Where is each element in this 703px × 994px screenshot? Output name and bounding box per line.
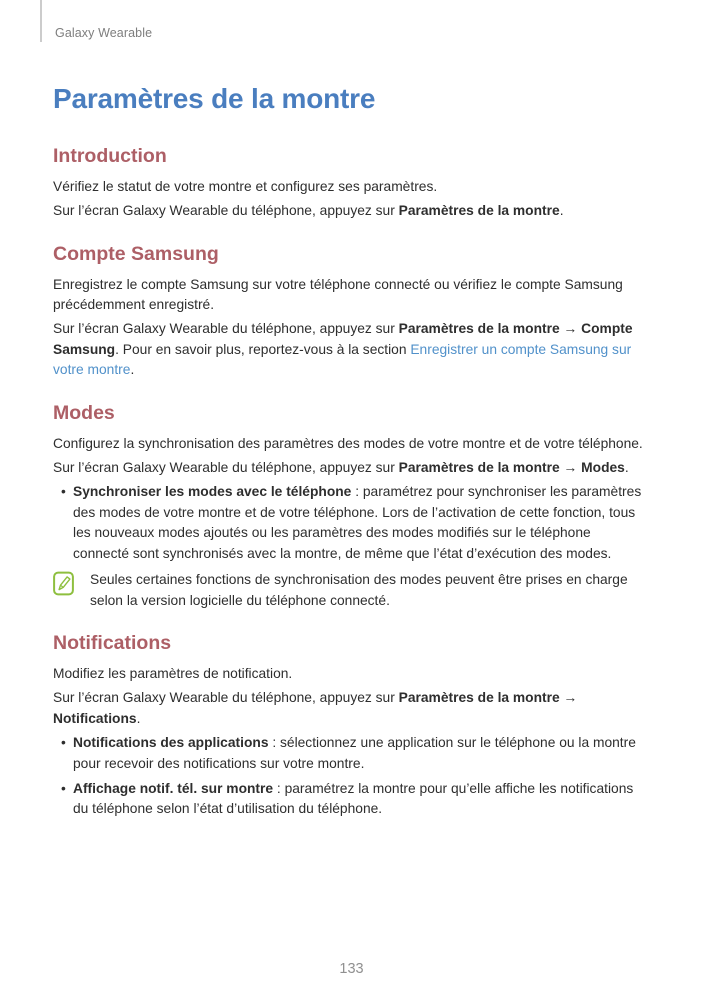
text-segment: Sur l’écran Galaxy Wearable du téléphone, appuyez sur <box>53 321 399 336</box>
text-segment: → <box>559 459 582 475</box>
section-notifications <box>53 631 650 820</box>
text-segment: . Pour en savoir plus, reportez-vous à la section <box>115 341 411 357</box>
paragraph <box>53 177 650 198</box>
section-heading-modes: Modes <box>53 401 115 424</box>
note-box <box>53 570 650 611</box>
text-segment: Seules certaines fonctions de synchronisation des modes peuvent être prises en charge selon la version logicielle du téléphone connecté. <box>90 572 628 608</box>
text-segment: : paramétrez la montre pour qu’elle affiche les notifications du téléphone selon l’état d’utilisation du téléphone. <box>73 780 634 816</box>
text-segment: Modes <box>581 459 625 475</box>
paragraph <box>53 319 650 381</box>
section-heading-introduction: Introduction <box>53 145 167 167</box>
bullet-list <box>53 733 650 820</box>
text-segment: . <box>130 362 135 377</box>
text-segment: Enregistrez le compte Samsung sur votre téléphone connecté ou vérifiez le compte Samsung précédemment enregistré. <box>53 276 623 312</box>
text-segment: Configurez la synchronisation des paramètres des modes de votre montre et de votre téléphone. <box>53 435 643 451</box>
text-segment: Modifiez les paramètres de notification. <box>53 666 293 681</box>
text-segment: Paramètres de la montre <box>398 203 560 218</box>
list-item <box>53 779 650 820</box>
text-segment: Paramètres de la montre <box>398 690 560 705</box>
section-introduction <box>53 144 650 222</box>
text-segment: Sur l’écran Galaxy Wearable du téléphone, appuyez sur <box>53 203 399 218</box>
text-segment: : sélectionnez une application sur le téléphone ou la montre pour recevoir des notifications sur votre montre. <box>73 735 636 771</box>
list-item <box>53 733 650 774</box>
text-segment: → <box>559 690 578 705</box>
bullet-list <box>53 482 650 564</box>
page-number: 133 <box>339 961 364 977</box>
section-heading-notifications: Notifications <box>53 632 172 654</box>
paragraph <box>53 434 650 455</box>
list-item <box>53 482 650 564</box>
paragraph <box>53 688 650 729</box>
page-title: Paramètres de la montre <box>53 83 376 114</box>
text-segment: Sur l’écran Galaxy Wearable du téléphone, appuyez sur <box>53 690 399 705</box>
text-segment: Compte Samsung <box>53 321 633 357</box>
text-segment: : paramétrez pour synchroniser les paramètres des modes de votre montre et de votre téléphone. Lors de l’activation de cette fonction, tous les nouveaux modes ajoutés ou les paramètres des modes modifiés sur le téléphone connecté sont synchronisés avec la montre, de même que l’état d’exécution des modes. <box>73 484 642 561</box>
text-segment: Notifications des applications <box>73 735 269 750</box>
text-segment: → <box>559 321 582 336</box>
text-segment: . <box>624 459 629 475</box>
text-segment: . <box>136 710 141 726</box>
running-header: Galaxy Wearable <box>55 26 153 40</box>
page-content <box>53 84 650 826</box>
paragraph <box>53 458 650 479</box>
text-segment: Synchroniser les modes avec le téléphone <box>73 484 352 499</box>
section-compte-samsung <box>53 242 650 381</box>
paragraph <box>53 201 650 222</box>
link-enregistrer-compte-samsung[interactable]: Enregistrer un compte Samsung sur votre montre <box>53 341 632 377</box>
text-segment: . <box>559 203 564 218</box>
text-segment: Affichage notif. tél. sur montre <box>73 780 274 796</box>
text-segment: Sur l’écran Galaxy Wearable du téléphone, appuyez sur <box>53 459 399 475</box>
paragraph <box>53 664 650 685</box>
text-segment: Paramètres de la montre <box>398 459 560 475</box>
text-segment: Vérifiez le statut de votre montre et configurez ses paramètres. <box>53 179 438 194</box>
text-segment: Notifications <box>53 710 137 726</box>
paragraph <box>53 275 650 316</box>
section-modes <box>53 401 650 612</box>
note-text <box>90 570 650 611</box>
note-pencil-icon <box>53 571 74 596</box>
section-heading-compte-samsung: Compte Samsung <box>53 242 219 265</box>
header-divider <box>40 0 42 42</box>
text-segment: Paramètres de la montre <box>398 321 560 336</box>
